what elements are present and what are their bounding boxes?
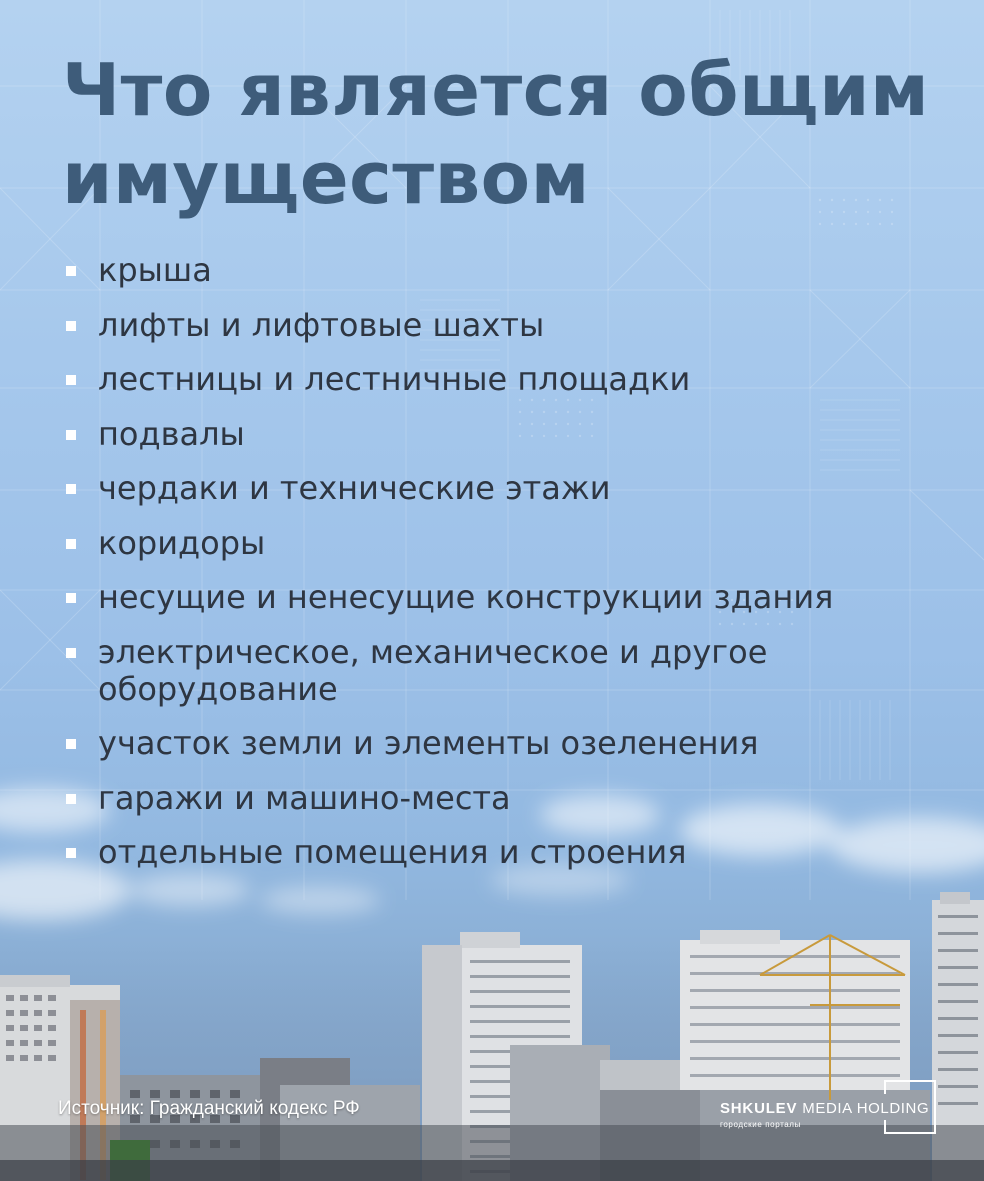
list-item — [64, 634, 944, 708]
bullet-icon — [66, 593, 76, 603]
bullet-icon — [66, 848, 76, 858]
logo-frame-corner — [884, 1120, 886, 1134]
bullet-icon — [66, 539, 76, 549]
list-item-text: коридоры — [98, 523, 266, 562]
list-item — [64, 525, 944, 562]
list-item — [64, 780, 944, 817]
list-item-text: несущие и ненесущие конструкции здания — [98, 578, 834, 616]
bullet-icon — [66, 321, 76, 331]
logo-brand-rest: MEDIA HOLDING — [802, 1100, 930, 1117]
media-holding-logo — [718, 1080, 940, 1136]
list-item — [64, 416, 944, 453]
list-item — [64, 834, 944, 871]
logo-brand — [720, 1100, 929, 1117]
property-list — [64, 252, 944, 889]
bullet-icon — [66, 648, 76, 658]
list-item — [64, 252, 944, 289]
list-item-text: подвалы — [98, 414, 245, 453]
bullet-icon — [66, 484, 76, 494]
bullet-icon — [66, 266, 76, 276]
list-item-text: крыша — [98, 251, 212, 289]
list-item — [64, 470, 944, 507]
bullet-icon — [66, 375, 76, 385]
list-item-text: участок земли и элементы озеленения — [98, 724, 759, 762]
list-item-text: лестницы и лестничные площадки — [98, 360, 691, 398]
bullet-icon — [66, 794, 76, 804]
page-title: Что является общим имуществом — [62, 48, 930, 220]
list-item-text: электрическое, механическое и другое оборудование — [98, 632, 768, 708]
list-item — [64, 579, 944, 616]
logo-frame-corner — [884, 1080, 886, 1094]
bullet-icon — [66, 430, 76, 440]
source-caption: Источник: Гражданский кодекс РФ — [58, 1098, 360, 1119]
list-item — [64, 725, 944, 762]
list-item-text: отдельные помещения и строения — [98, 833, 687, 871]
list-item — [64, 307, 944, 344]
list-item — [64, 361, 944, 398]
logo-brand-bold: SHKULEV — [720, 1100, 798, 1117]
list-item-text: гаражи и машино-места — [98, 778, 511, 817]
bullet-icon — [66, 739, 76, 749]
list-item-text: лифты и лифтовые шахты — [98, 305, 545, 344]
logo-subtitle: городские порталы — [720, 1120, 801, 1129]
list-item-text: чердаки и технические этажи — [98, 469, 611, 507]
